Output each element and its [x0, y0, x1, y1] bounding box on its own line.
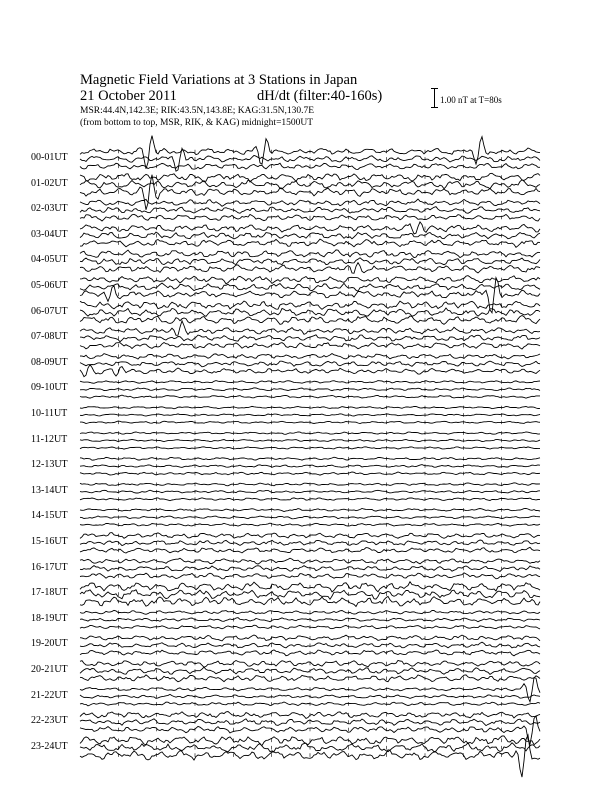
hour-label: 23-24UT: [31, 740, 68, 752]
hour-label: 22-23UT: [31, 715, 68, 727]
hour-label: 17-18UT: [31, 587, 68, 599]
hour-label: 18-19UT: [31, 612, 68, 624]
hour-label: 07-08UT: [31, 331, 68, 343]
hour-label: 03-04UT: [31, 228, 68, 240]
chart-title: Magnetic Field Variations at 3 Stations in Japan: [80, 72, 358, 88]
hour-label: 14-15UT: [31, 510, 68, 522]
hour-label: 04-05UT: [31, 254, 68, 266]
hour-label: 16-17UT: [31, 561, 68, 573]
hour-label: 15-16UT: [31, 536, 68, 547]
hour-label: 19-20UT: [31, 638, 68, 650]
station-order-note: (from bottom to top, MSR, RIK, & KAG) midnight=1500UT: [80, 118, 314, 128]
hour-label: 00-01UT: [31, 152, 68, 163]
hour-label: 06-07UT: [31, 305, 68, 317]
hour-label: 02-03UT: [31, 203, 68, 215]
hour-label: 10-11UT: [31, 408, 68, 419]
hour-label: 08-09UT: [31, 356, 68, 368]
hour-label: 11-12UT: [31, 433, 68, 445]
hour-label: 21-22UT: [31, 689, 68, 701]
chart-date: 21 October 2011: [80, 88, 177, 104]
scale-label: 1.00 nT at T=80s: [440, 95, 502, 105]
chart-filter: dH/dt (filter:40-160s): [257, 88, 383, 104]
hour-label: 13-14UT: [31, 484, 68, 496]
hour-label: 05-06UT: [31, 280, 68, 291]
station-coordinates: MSR:44.4N,142.3E; RIK:43.5N,143.8E; KAG:31.5N,130.7E: [80, 106, 315, 116]
hour-label: 20-21UT: [31, 664, 68, 675]
hour-label: 01-02UT: [31, 177, 68, 189]
trace-kag-07-08UT: [80, 321, 540, 336]
hour-label: 09-10UT: [31, 382, 68, 394]
hour-label: 12-13UT: [31, 459, 68, 471]
